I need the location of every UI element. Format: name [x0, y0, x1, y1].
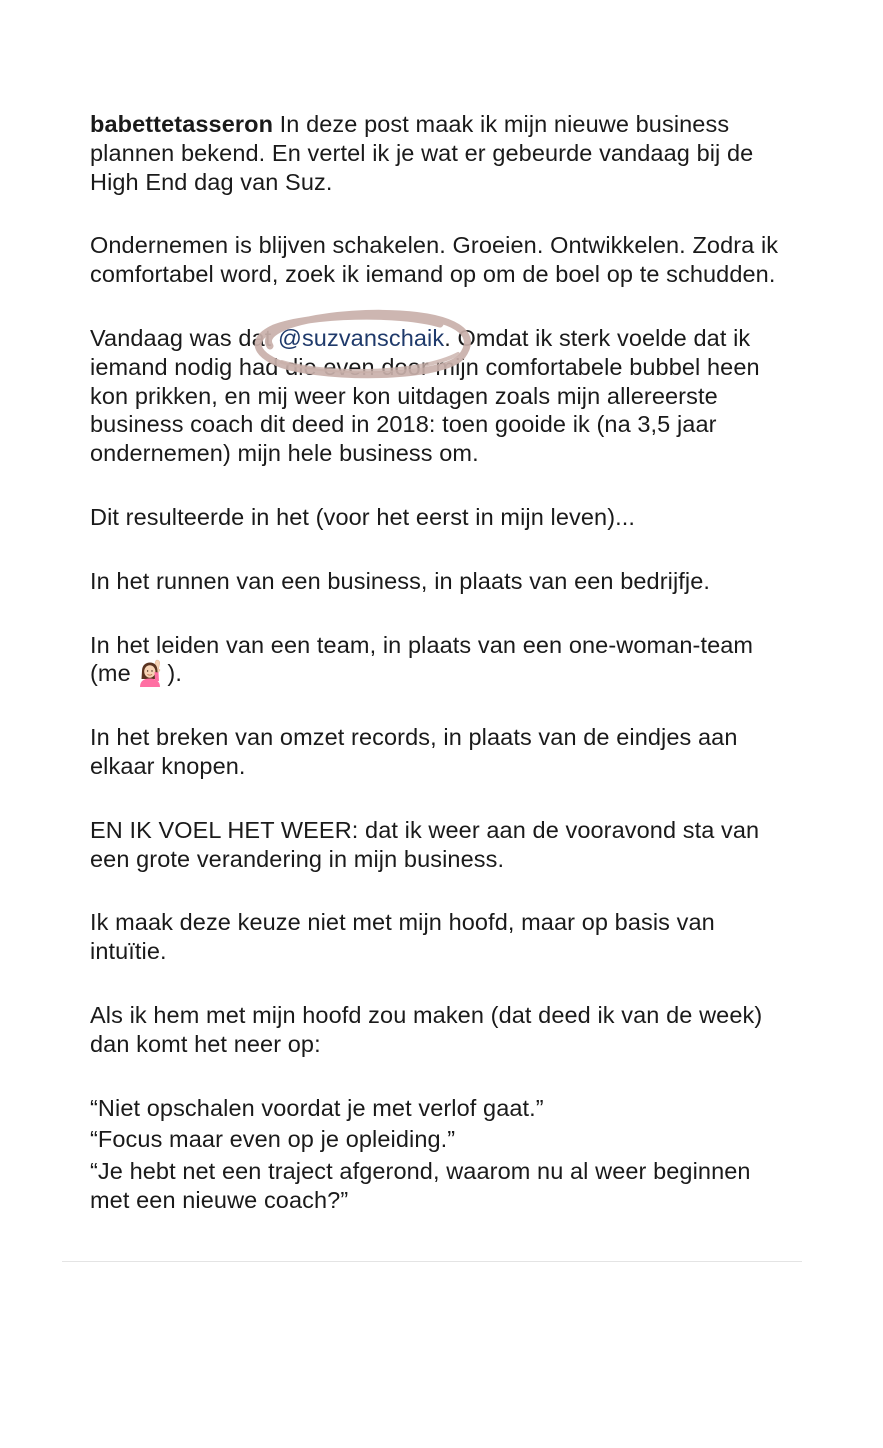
caption-p3-after: . Omdat ik sterk voelde dat ik iemand nodig had die even door mijn comfortabele bubbel heen kon prikken, en mij weer kon uitdagen zoals mijn allereerste business coach dit deed in 2018: toen gooide ik (na 3,5 jaar ondernemen) mijn hele business om.: [90, 324, 760, 467]
caption-p3-before: Vandaag was dat: [90, 324, 278, 351]
quote-line-3: “Je hebt net een traject afgerond, waarom nu al weer beginnen met een nieuwe coach?”: [90, 1158, 751, 1213]
caption-paragraph-3: [90, 324, 780, 468]
caption-divider: [62, 1261, 802, 1262]
caption-paragraph-8: EN IK VOEL HET WEER: dat ik weer aan de vooravond sta van een grote verandering in mijn business.: [90, 816, 760, 872]
post-caption: [90, 110, 780, 1218]
mention-wrapper: [278, 324, 444, 353]
caption-paragraph-9: Ik maak deze keuze niet met mijn hoofd, maar op basis van intuïtie.: [90, 909, 715, 965]
caption-p6-before: In het leiden van een team, in plaats van een one-woman-team (me: [90, 631, 754, 687]
quote-line-2: “Focus maar even op je opleiding.”: [90, 1126, 456, 1153]
caption-paragraph-7: In het breken van omzet records, in plaats van de eindjes aan elkaar knopen.: [90, 724, 738, 779]
caption-paragraph-5: In het runnen van een business, in plaats van een bedrijfje.: [90, 567, 711, 594]
caption-paragraph-4: Dit resulteerde in het (voor het eerst in mijn leven)...: [90, 503, 636, 530]
quote-line-1: “Niet opschalen voordat je met verlof gaat.”: [90, 1094, 544, 1121]
post-username[interactable]: babettetasseron: [90, 111, 274, 137]
caption-paragraph-10: Als ik hem met mijn hoofd zou maken (dat deed ik van de week) dan komt het neer op:: [90, 1001, 763, 1057]
woman-raising-hand-icon: [137, 659, 167, 687]
caption-paragraph-6: [90, 631, 780, 689]
mention-link[interactable]: @suzvanschaik: [278, 324, 445, 351]
caption-intro: [90, 110, 780, 196]
caption-quotes: [90, 1094, 780, 1215]
caption-p6-after: ).: [167, 660, 182, 687]
caption-intro-text: In deze post maak ik mijn nieuwe business plannen bekend. En vertel ik je wat er gebeurde vandaag bij de High End dag van Suz.: [90, 111, 754, 195]
caption-paragraph-2: Ondernemen is blijven schakelen. Groeien. Ontwikkelen. Zodra ik comfortabel word, zoek ik iemand op om de boel op te schudden.: [90, 232, 779, 288]
